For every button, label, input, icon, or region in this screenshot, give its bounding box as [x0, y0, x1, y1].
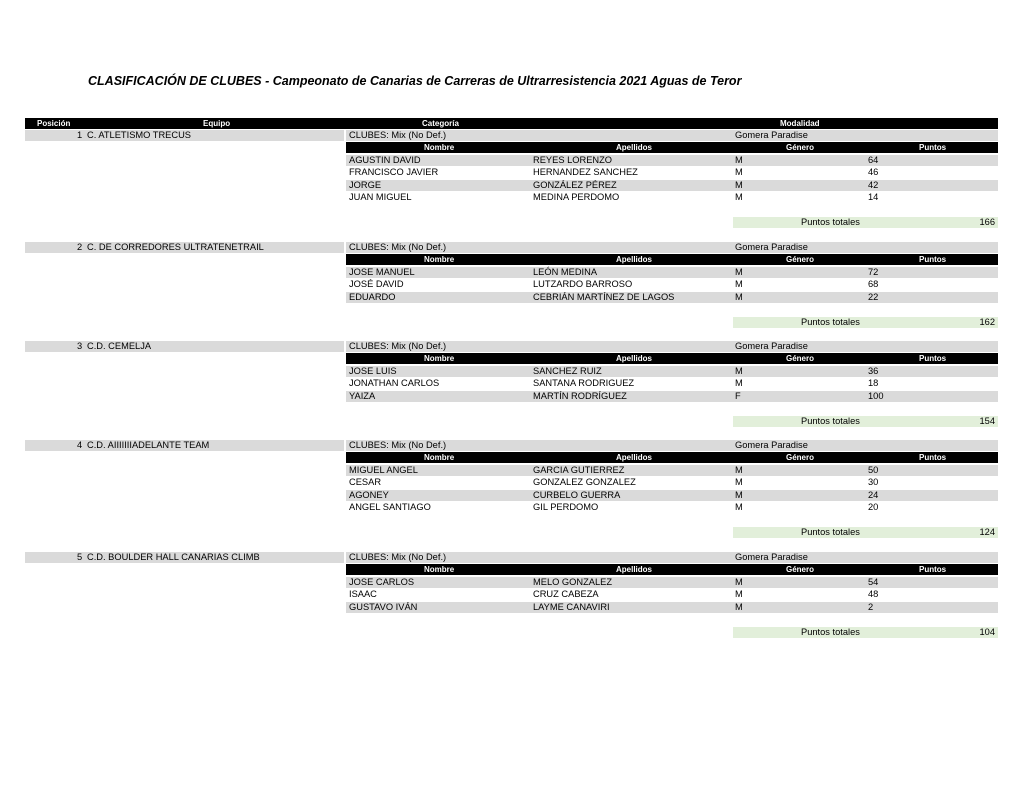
athlete-nombre: GUSTAVO IVÁN: [349, 601, 418, 612]
subheader-nombre: Nombre: [424, 565, 455, 575]
total-row: [733, 627, 998, 638]
athlete-nombre: YAIZA: [349, 390, 376, 401]
total-value: 124: [979, 527, 995, 538]
athlete-genero: M: [735, 291, 743, 302]
club-team: C.D. BOULDER HALL CANARIAS CLIMB: [87, 552, 260, 562]
club-category: CLUBES: Mix (No Def.): [349, 552, 447, 562]
athlete-genero: M: [735, 589, 743, 600]
athlete-genero: M: [735, 365, 743, 376]
athlete-genero: M: [735, 378, 743, 389]
athlete-puntos: 68: [868, 279, 879, 290]
total-label: Puntos totales: [801, 627, 860, 637]
club-category: CLUBES: Mix (No Def.): [349, 130, 447, 140]
athlete-genero: M: [735, 601, 743, 612]
athlete-row: [346, 477, 998, 488]
club-category-row: [346, 130, 998, 141]
header-categoria: Categoría: [422, 119, 459, 128]
subheader-nombre: Nombre: [424, 143, 455, 153]
athlete-nombre: ANGEL SANTIAGO: [349, 502, 431, 512]
athlete-row: [346, 167, 998, 178]
club-modality: Gomera Paradise: [735, 552, 808, 562]
header-modalidad: Modalidad: [780, 119, 820, 128]
athlete-puntos: 24: [868, 489, 879, 500]
club-category-row: [346, 242, 998, 253]
athlete-nombre: JOSE CARLOS: [349, 576, 415, 587]
club-position: 4: [77, 440, 83, 450]
athlete-row: [346, 465, 998, 476]
total-row: [733, 416, 998, 427]
subheader-puntos: Puntos: [919, 255, 947, 265]
club-team: C.D. AIIIIIIIADELANTE TEAM: [87, 440, 210, 450]
total-value: 166: [979, 217, 995, 228]
club-position: 1: [77, 130, 83, 140]
subheader-nombre: Nombre: [424, 255, 455, 265]
athlete-genero: M: [735, 576, 743, 587]
athlete-genero: M: [735, 179, 743, 190]
athlete-header: [346, 142, 998, 153]
athlete-row: [346, 279, 998, 290]
athlete-row: [346, 391, 998, 402]
club-modality: Gomera Paradise: [735, 440, 808, 450]
page-title: CLASIFICACIÓN DE CLUBES - Campeonato de Canarias de Carreras de Ultrarresistencia 2021 Aguas de Teror: [88, 74, 742, 88]
athlete-puntos: 36: [868, 365, 879, 376]
athlete-puntos: 54: [868, 576, 879, 587]
athlete-apellidos: REYES LORENZO: [533, 154, 613, 165]
athlete-apellidos: GARCIA GUTIERREZ: [533, 464, 625, 475]
athlete-apellidos: LUTZARDO BARROSO: [533, 279, 633, 290]
athlete-row: [346, 602, 998, 613]
athlete-apellidos: SANCHEZ RUIZ: [533, 365, 602, 376]
athlete-puntos: 22: [868, 291, 879, 302]
athlete-apellidos: CRUZ CABEZA: [533, 589, 599, 600]
athlete-nombre: JONATHAN CARLOS: [349, 378, 440, 389]
athlete-apellidos: MEDINA PERDOMO: [533, 192, 620, 202]
athlete-genero: M: [735, 266, 743, 277]
total-label: Puntos totales: [801, 527, 860, 538]
club-category: CLUBES: Mix (No Def.): [349, 242, 447, 252]
athlete-puntos: 48: [868, 589, 879, 600]
subheader-puntos: Puntos: [919, 565, 947, 575]
club-modality: Gomera Paradise: [735, 130, 808, 140]
athlete-nombre: JOSÉ DAVID: [349, 279, 404, 290]
subheader-genero: Género: [786, 143, 815, 153]
athlete-genero: M: [735, 279, 743, 290]
club-category: CLUBES: Mix (No Def.): [349, 440, 447, 450]
header-equipo: Equipo: [203, 119, 231, 128]
total-label: Puntos totales: [801, 317, 860, 327]
athlete-header: [346, 353, 998, 364]
athlete-row: [346, 589, 998, 600]
athlete-row: [346, 502, 998, 513]
club-modality: Gomera Paradise: [735, 242, 808, 252]
athlete-nombre: JUAN MIGUEL: [349, 192, 412, 202]
athlete-apellidos: GONZALEZ GONZALEZ: [533, 477, 636, 488]
header-posicion: Posición: [37, 119, 71, 128]
club-position: 3: [77, 341, 83, 351]
athlete-row: [346, 577, 998, 588]
athlete-puntos: 50: [868, 464, 879, 475]
athlete-genero: M: [735, 477, 743, 488]
subheader-genero: Género: [786, 354, 815, 364]
athlete-apellidos: LAYME CANAVIRI: [533, 601, 610, 612]
athlete-nombre: AGONEY: [349, 489, 389, 500]
athlete-apellidos: HERNANDEZ SANCHEZ: [533, 167, 638, 178]
athlete-nombre: MIGUEL ANGEL: [349, 464, 418, 475]
subheader-apellidos: Apellidos: [616, 354, 653, 364]
athlete-apellidos: GIL PERDOMO: [533, 502, 599, 512]
athlete-row: [346, 267, 998, 278]
subheader-genero: Género: [786, 565, 815, 575]
subheader-puntos: Puntos: [919, 354, 947, 364]
athlete-nombre: AGUSTIN DAVID: [349, 154, 421, 165]
club-row: [25, 242, 344, 253]
athlete-nombre: JOSE LUIS: [349, 365, 397, 376]
athlete-nombre: ISAAC: [349, 589, 377, 600]
subheader-apellidos: Apellidos: [616, 143, 653, 153]
subheader-nombre: Nombre: [424, 453, 455, 463]
total-label: Puntos totales: [801, 416, 860, 426]
club-team: C.D. CEMELJA: [87, 341, 152, 351]
athlete-apellidos: LEÓN MEDINA: [533, 266, 598, 277]
club-row: [25, 130, 344, 141]
club-position: 5: [77, 552, 83, 562]
athlete-row: [346, 180, 998, 191]
subheader-puntos: Puntos: [919, 453, 947, 463]
subheader-apellidos: Apellidos: [616, 565, 653, 575]
athlete-apellidos: GONZÁLEZ PÉREZ: [533, 179, 617, 190]
athlete-header: [346, 254, 998, 265]
athlete-nombre: FRANCISCO JAVIER: [349, 167, 439, 178]
athlete-nombre: EDUARDO: [349, 291, 396, 302]
athlete-apellidos: MELO GONZALEZ: [533, 576, 613, 587]
athlete-puntos: 30: [868, 477, 879, 488]
athlete-apellidos: CEBRIÁN MARTÍNEZ DE LAGOS: [533, 291, 675, 302]
club-position: 2: [77, 242, 83, 252]
athlete-nombre: JORGE: [349, 179, 382, 190]
total-row: [733, 527, 998, 538]
athlete-puntos: 20: [868, 502, 879, 512]
athlete-puntos: 18: [868, 378, 879, 389]
athlete-genero: M: [735, 464, 743, 475]
athlete-nombre: CESAR: [349, 477, 382, 488]
athlete-apellidos: CURBELO GUERRA: [533, 489, 621, 500]
athlete-genero: M: [735, 167, 743, 178]
athlete-genero: M: [735, 192, 743, 202]
total-row: [733, 217, 998, 228]
subheader-apellidos: Apellidos: [616, 453, 653, 463]
subheader-apellidos: Apellidos: [616, 255, 653, 265]
club-category-row: [346, 552, 998, 563]
athlete-puntos: 14: [868, 192, 879, 202]
athlete-nombre: JOSE MANUEL: [349, 266, 415, 277]
athlete-genero: M: [735, 502, 743, 512]
subheader-nombre: Nombre: [424, 354, 455, 364]
club-category-row: [346, 341, 998, 352]
athlete-puntos: 64: [868, 154, 879, 165]
athlete-row: [346, 366, 998, 377]
club-row: [25, 552, 344, 563]
total-label: Puntos totales: [801, 217, 860, 228]
club-row: [25, 341, 344, 352]
athlete-header: [346, 564, 998, 575]
athlete-puntos: 42: [868, 179, 879, 190]
subheader-puntos: Puntos: [919, 143, 947, 153]
athlete-puntos: 100: [868, 390, 884, 401]
athlete-row: [346, 292, 998, 303]
athlete-row: [346, 378, 998, 389]
total-value: 162: [979, 317, 995, 327]
athlete-puntos: 46: [868, 167, 879, 178]
club-modality: Gomera Paradise: [735, 341, 808, 351]
athlete-row: [346, 155, 998, 166]
subheader-genero: Género: [786, 255, 815, 265]
total-value: 104: [979, 627, 995, 637]
club-category-row: [346, 440, 998, 451]
athlete-genero: F: [735, 390, 741, 401]
athlete-header: [346, 452, 998, 463]
subheader-genero: Género: [786, 453, 815, 463]
athlete-row: [346, 490, 998, 501]
club-category: CLUBES: Mix (No Def.): [349, 341, 447, 351]
athlete-puntos: 72: [868, 266, 879, 277]
athlete-puntos: 2: [868, 601, 874, 612]
total-value: 154: [979, 416, 995, 426]
club-team: C. ATLETISMO TRECUS: [87, 130, 192, 140]
athlete-apellidos: SANTANA RODRIGUEZ: [533, 378, 635, 389]
total-row: [733, 317, 998, 328]
club-team: C. DE CORREDORES ULTRATENETRAIL: [87, 242, 264, 252]
athlete-apellidos: MARTÍN RODRÍGUEZ: [533, 390, 627, 401]
athlete-genero: M: [735, 489, 743, 500]
club-row: [25, 440, 344, 451]
athlete-row: [346, 192, 998, 203]
athlete-genero: M: [735, 154, 743, 165]
